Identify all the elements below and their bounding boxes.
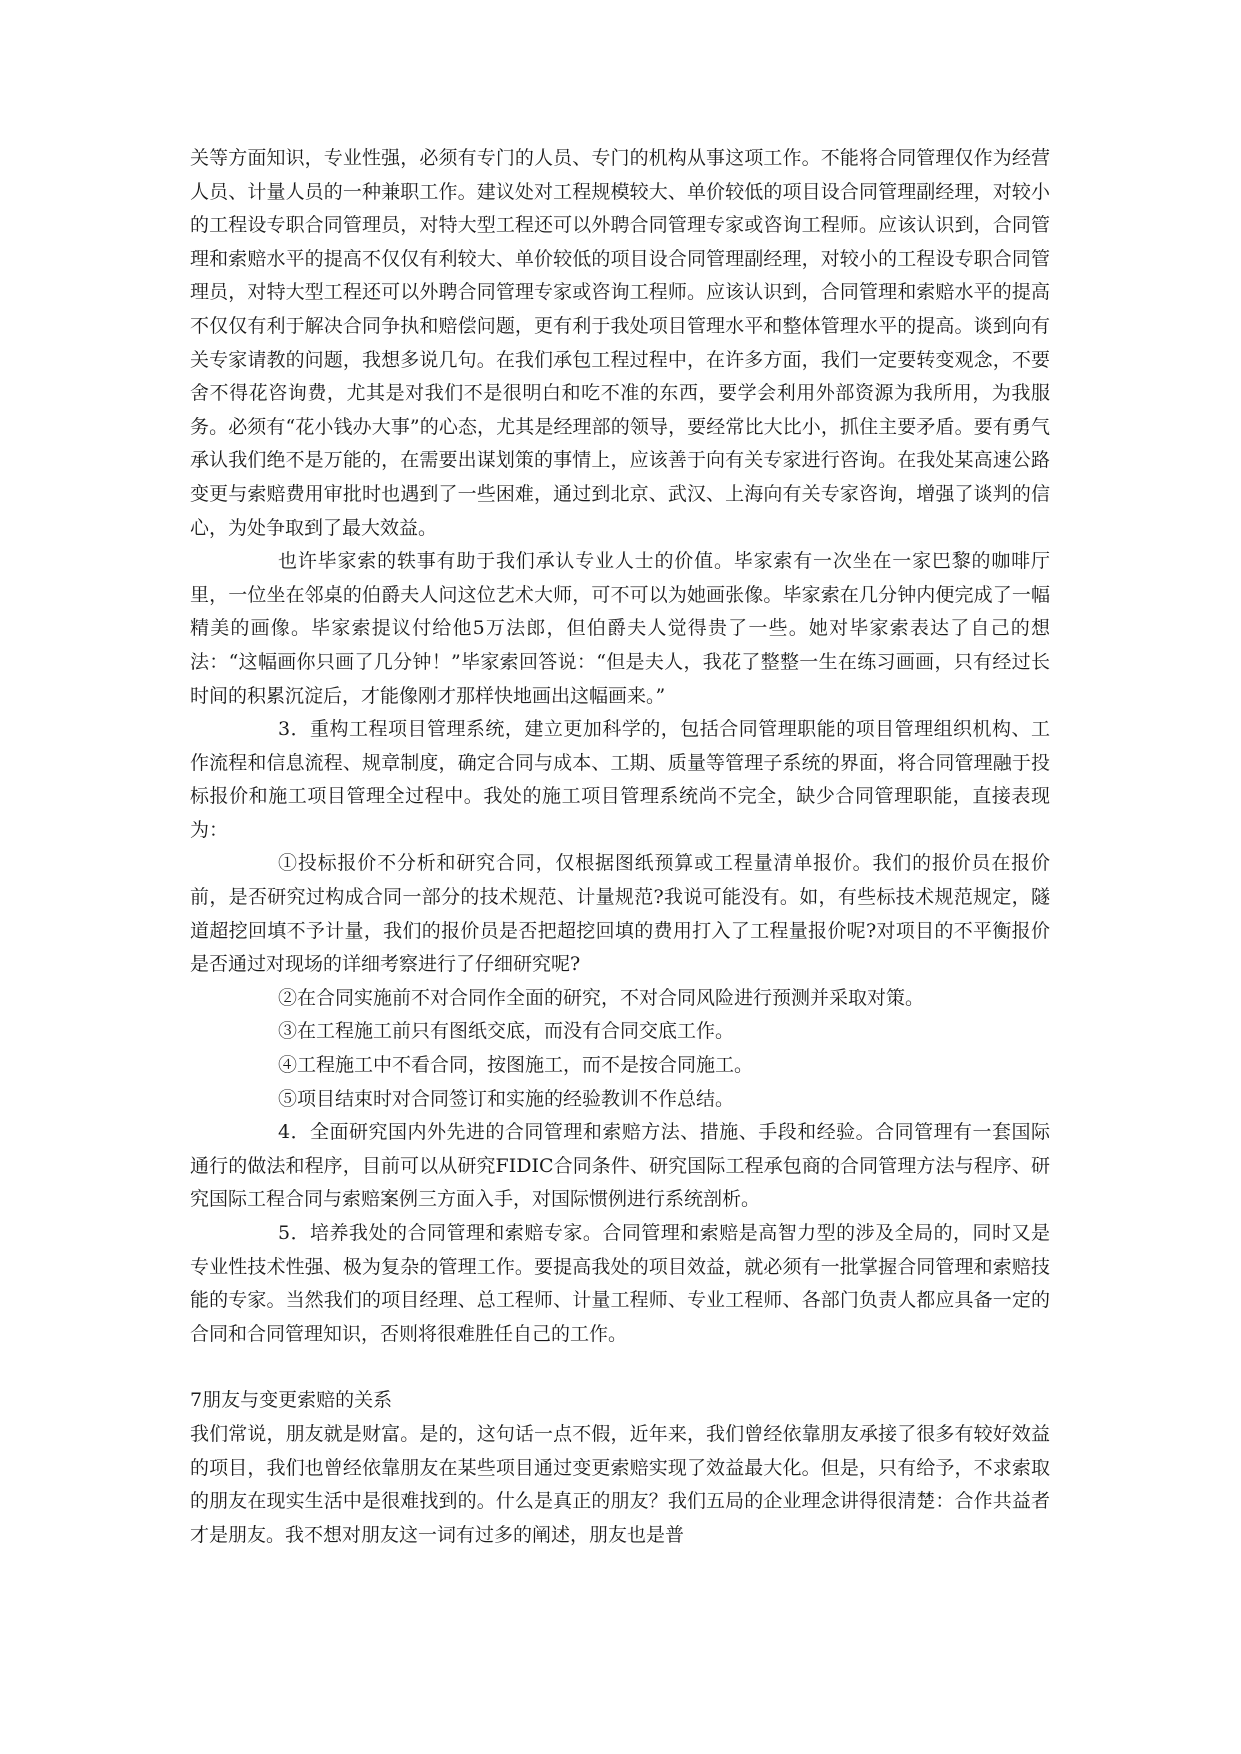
section-heading: 7朋友与变更索赔的关系 — [190, 1389, 393, 1412]
paragraph-item-4: 4．全面研究国内外先进的合同管理和索赔方法、措施、手段和经验。合同管理有一套国际通行的做法和程序，目前可以从研究FIDIC合同条件、研究国际工程承包商的合同管理方法与程序、研究国际工程合同与索赔案例三方面入手，对国际惯例进行系统剖析。 — [190, 1121, 1050, 1211]
paragraph-subitem-5: ⑤项目结束时对合同签订和实施的经验教训不作总结。 — [278, 1087, 735, 1110]
paragraph-item-5: 5．培养我处的合同管理和索赔专家。合同管理和索赔是高智力型的涉及全局的，同时又是专业性技术性强、极为复杂的管理工作。要提高我处的项目效益，就必须有一批掌握合同管理和索赔技能的专家。当然我们的项目经理、总工程师、计量工程师、专业工程师、各部门负责人都应具备一定的合同和合同管理知识，否则将很难胜任自己的工作。 — [190, 1222, 1050, 1345]
paragraph-picasso-anecdote: 也许毕家索的轶事有助于我们承认专业人士的价值。毕家索有一次坐在一家巴黎的咖啡厅里，一位坐在邻桌的伯爵夫人问这位艺术大师，可不可以为她画张像。毕家索在几分钟内便完成了一幅精美的画像。毕家索提议付给他5万法郎，但伯爵夫人觉得贵了一些。她对毕家索表达了自己的想法：“这幅画你只画了几分钟！”毕家索回答说：“但是夫人，我花了整整一生在练习画画，只有经过长时间的积累沉淀后，才能像刚才那样快地画出这幅画来。” — [190, 550, 1050, 707]
paragraph-subitem-4: ④工程施工中不看合同，按图施工，而不是按合同施工。 — [278, 1054, 754, 1077]
paragraph-subitem-3: ③在工程施工前只有图纸交底，而没有合同交底工作。 — [278, 1020, 735, 1043]
paragraph-subitem-2: ②在合同实施前不对合同作全面的研究，不对合同风险进行预测并采取对策。 — [278, 986, 925, 1009]
paragraph-contract-staffing: 关等方面知识，专业性强，必须有专门的人员、专门的机构从事这项工作。不能将合同管理仅作为经营人员、计量人员的一种兼职工作。建议处对工程规模较大、单价较低的项目设合同管理副经理，对较小的工程设专职合同管理员，对特大型工程还可以外聘合同管理专家或咨询工程师。应该认识到，合同管理和索赔水平的提高不仅仅有利较大、单价较低的项目设合同管理副经理，对较小的工程设专职合同管理员，对特大型工程还可以外聘合同管理专家或咨询工程师。应该认识到，合同管理和索赔水平的提高不仅仅有利于解决合同争执和赔偿问题，更有利于我处项目管理水平和整体管理水平的提高。谈到向有关专家请教的问题，我想多说几句。在我们承包工程过程中，在许多方面，我们一定要转变观念，不要舍不得花咨询费，尤其是对我们不是很明白和吃不准的东西，要学会利用外部资源为我所用，为我服务。必须有“花小钱办大事”的心态，尤其是经理部的领导，要经常比大比小，抓住主要矛盾。要有勇气承认我们绝不是万能的，在需要出谋划策的事情上，应该善于向有关专家进行咨询。在我处某高速公路变更与索赔费用审批时也遇到了一些困难，通过到北京、武汉、上海向有关专家咨询，增强了谈判的信心，为处争取到了最大效益。 — [190, 147, 1050, 539]
paragraph-item-3: 3．重构工程项目管理系统，建立更加科学的，包括合同管理职能的项目管理组织机构、工作流程和信息流程、规章制度，确定合同与成本、工期、质量等管理子系统的界面，将合同管理融于投标报价和施工项目管理全过程中。我处的施工项目管理系统尚不完全，缺少合同管理职能，直接表现为： — [190, 718, 1050, 841]
document-page — [190, 142, 1050, 1552]
paragraph-subitem-1: ①投标报价不分析和研究合同，仅根据图纸预算或工程量清单报价。我们的报价员在报价前，是否研究过构成合同一部分的技术规范、计量规范?我说可能没有。如，有些标技术规范规定，隧道超挖回填不予计量，我们的报价员是否把超挖回填的费用打入了工程量报价呢?对项目的不平衡报价是否通过对现场的详细考察进行了仔细研究呢? — [190, 852, 1050, 976]
section-body: 我们常说，朋友就是财富。是的，这句话一点不假，近年来，我们曾经依靠朋友承接了很多有较好效益的项目，我们也曾经依靠朋友在某些项目通过变更索赔实现了效益最大化。但是，只有给予，不求索取的朋友在现实生活中是很难找到的。什么是真正的朋友？我们五局的企业理念讲得很清楚：合作共益者才是朋友。我不想对朋友这一词有过多的阐述，朋友也是普 — [190, 1422, 1050, 1546]
